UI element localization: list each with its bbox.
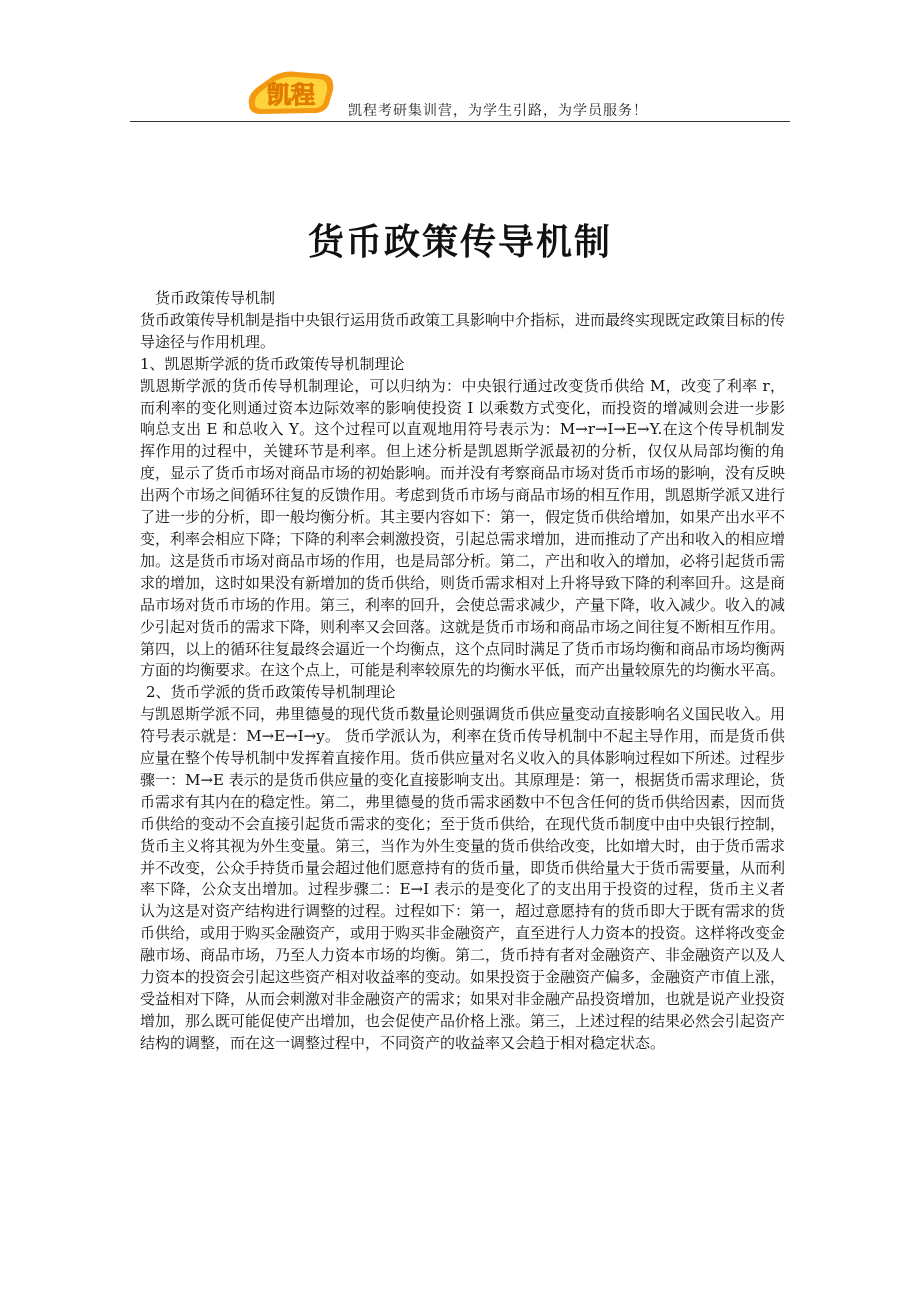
header-rule [130, 121, 790, 122]
kaicheng-logo [245, 64, 337, 116]
page-header [130, 60, 790, 122]
page-title: 货币政策传导机制 [307, 221, 612, 263]
section-heading: 1、凯恩斯学派的货币政策传导机制理论 [140, 354, 405, 373]
paragraph: 与凯恩斯学派不同，弗里德曼的现代货币数量论则强调货币供应量变动直接影响名义国民收入。用符号表示就是：M→E→I→y。 货币学派认为，利率在货币传导机制中不起主导作用，而是货币供应量在整个传导机制中发挥着直接作用。货币供应量对名义收入的具体影响过程如下所述。过程步骤一：M→E 表示的是货币供应量的变化直接影响支出。其原理是：第一，根据货币需求理论，货币需求有其内在的稳定性。第二，弗里德曼的货币需求函数中不包含任何的货币供给因素，因而货币供给的变动不会直接引起货币需求的变化；至于货币供给，在现代货币制度中由中央银行控制，货币主义将其视为外生变量。第三，当作为外生变量的货币供给改变，比如增大时，由于货币需求并不改变，公众手持货币量会超过他们愿意持有的货币量，即货币供给量大于货币需要量，从而利率下降，公众支出增加。过程步骤二：E→I 表示的是变化了的支出用于投资的过程，货币主义者认为这是对资产结构进行调整的过程。过程如下：第一，超过意愿持有的货币即大于既有需求的货币供给，或用于购买金融资产，或用于购买非金融资产，直至进行人力资本的投资。这样将改变金融市场、商品市场，乃至人力资本市场的均衡。第二，货币持有者对金融资产、非金融资产以及人力资本的投资会引起这些资产相对收益率的变动。如果投资于金融资产偏多，金融资产市值上涨，受益相对下降，从而会刺激对非金融资产的需求；如果对非金融产品投资增加，也就是说产业投资增加，那么既可能促使产出增加，也会促使产品价格上涨。第三，上述过程的结果必然会引起资产结构的调整，而在这一调整过程中，不同资产的收益率又会趋于相对稳定状态。 [140, 705, 786, 1052]
svg-text:凯程: 凯程 [267, 81, 315, 109]
section-heading: 2、货币学派的货币政策传导机制理论 [146, 683, 396, 702]
document-body [140, 288, 785, 1055]
paragraph: 货币政策传导机制是指中央银行运用货币政策工具影响中介指标，进而最终实现既定政策目标的传导途径与作用机理。 [140, 310, 786, 351]
section-heading: 货币政策传导机制 [155, 289, 276, 307]
header-slogan: 凯程考研集训营，为学生引路，为学员服务！ [348, 103, 648, 119]
paragraph: 凯恩斯学派的货币传导机制理论，可以归纳为：中央银行通过改变货币供给 M，改变了利率 r，而利率的变化则通过资本边际效率的影响使投资 I 以乘数方式变化，而投资的增减则会进一步影响总支出 E 和总收入 Y。这个过程可以直观地用符号表示为：M→r→I→E→Y.在这个传导机制发挥作用的过程中，关键环节是利率。但上述分析是凯恩斯学派最初的分析，仅仅从局部均衡的角度，显示了货币市场对商品市场的初始影响。而并没有考察商品市场对货币市场的影响，没有反映出两个市场之间循环往复的反馈作用。考虑到货币市场与商品市场的相互作用，凯恩斯学派又进行了进一步的分析，即一般均衡分析。其主要内容如下：第一，假定货币供给增加，如果产出水平不变，利率会相应下降；下降的利率会刺激投资，引起总需求增加，进而推动了产出和收入的相应增加。这是货币市场对商品市场的作用，也是局部分析。第二，产出和收入的增加，必将引起货币需求的增加，这时如果没有新增加的货币供给，则货币需求相对上升将导致下降的利率回升。这是商品市场对货币市场的作用。第三，利率的回升，会使总需求减少，产量下降，收入减少。收入的减少引起对货币的需求下降，则利率又会回落。这就是货币市场和商品市场之间往复不断相互作用。第四，以上的循环往复最终会逼近一个均衡点，这个点同时满足了货币市场均衡和商品市场均衡两方面的均衡要求。在这个点上，可能是利率较原先的均衡水平低，而产出量较原先的均衡水平高。 [140, 376, 786, 680]
